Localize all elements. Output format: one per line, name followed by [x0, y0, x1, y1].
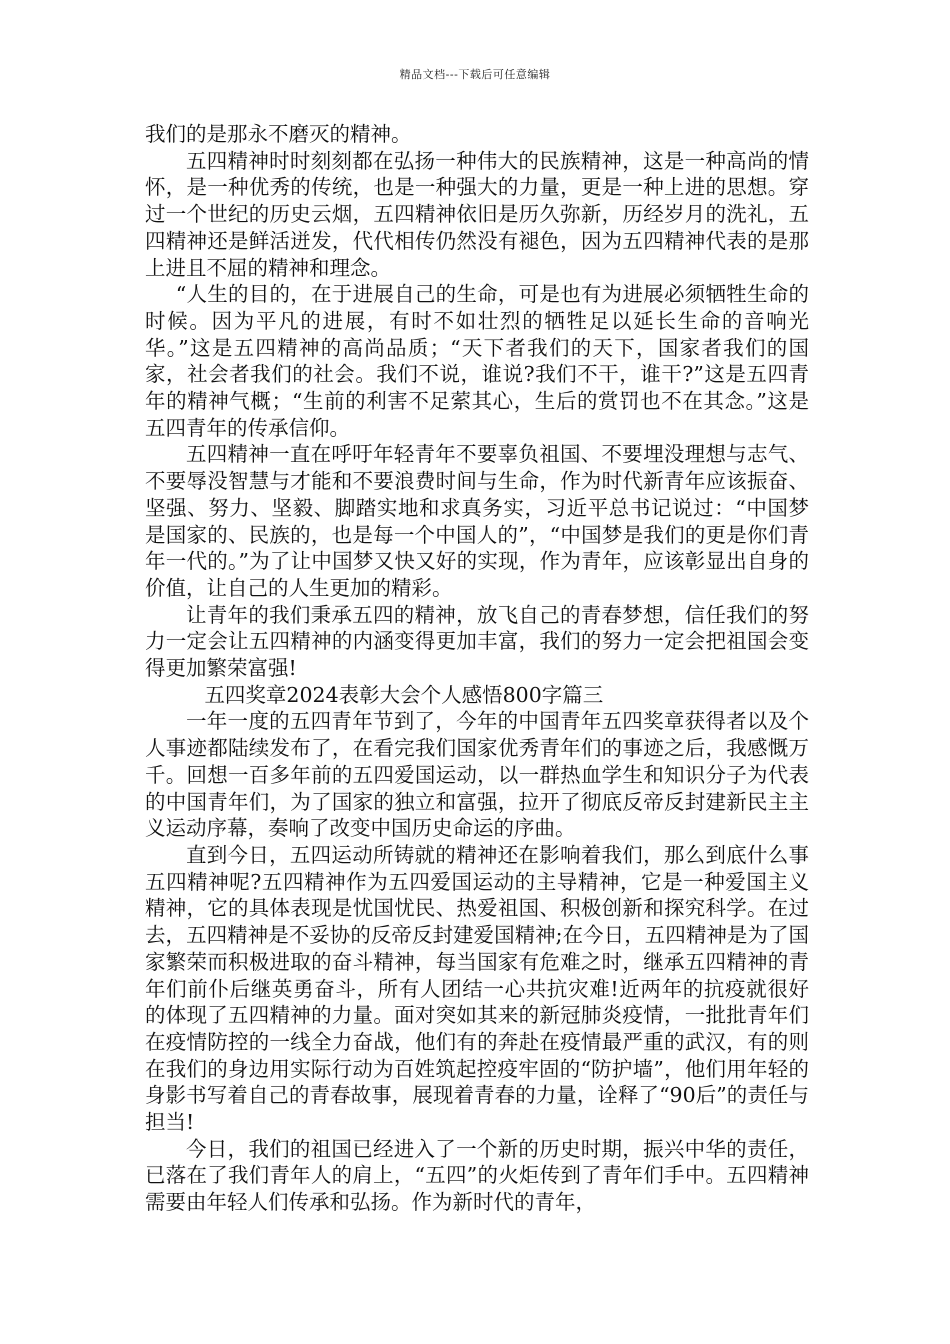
- paragraph: 让青年的我们秉承五四的精神，放飞自己的青春梦想，信任我们的努力一定会让五四精神的内涵变得更加丰富，我们的努力一定会把祖国会变得更加繁荣富强!: [145, 602, 809, 681]
- section-heading: 五四奖章2024表彰大会个人感悟800字篇三: [204, 682, 604, 707]
- paragraph: 五四精神时时刻刻都在弘扬一种伟大的民族精神，这是一种高尚的情怀，是一种优秀的传统，也是一种强大的力量，更是一种上进的思想。穿过一个世纪的历史云烟，五四精神依旧是历久弥新，历经岁月的洗礼，五四精神还是鲜活迸发，代代相传仍然没有褪色，因为五四精神代表的是那上进且不屈的精神和理念。: [145, 148, 809, 280]
- paragraph: “人生的目的，在于进展自己的生命，可是也有为进展必须牺牲生命的时候。因为平凡的进展，有时不如壮烈的牺牲足以延长生命的音响光华。”这是五四精神的高尚品质；“天下者我们的天下，国家者我们的国家，社会者我们的社会。我们不说，谁说?我们不干，谁干?”这是五四青年的精神气概；“生前的利害不足萦其心，生后的赏罚也不在其念。”这是五四青年的传承信仰。: [145, 282, 809, 440]
- page-header: 精品文档---下载后可任意编辑: [399, 68, 551, 81]
- document-body: [145, 121, 809, 1216]
- paragraph: 直到今日，五四运动所铸就的精神还在影响着我们，那么到底什么事五四精神呢?五四精神作为五四爱国运动的主导精神，它是一种爱国主义精神，它的具体表现是忧国忧民、热爱祖国、积极创新和探究科学。在过去，五四精神是不妥协的反帝反封建爱国精神;在今日，五四精神是为了国家繁荣而积极进取的奋斗精神，每当国家有危难之时，继承五四精神的青年们前仆后继英勇奋斗，所有人团结一心共抗灾难!近两年的抗疫就很好的体现了五四精神的力量。面对突如其来的新冠肺炎疫情，一批批青年们在疫情防控的一线全力奋战，他们有的奔赴在疫情最严重的武汉，有的则在我们的身边用实际行动为百姓筑起控疫牢固的“防护墙”，他们用年轻的身影书写着自己的青春故事，展现着青春的力量，诠释了“90后”的责任与担当!: [145, 842, 809, 1135]
- paragraph-continuation: 我们的是那永不磨灭的精神。: [145, 122, 412, 146]
- paragraph: 五四精神一直在呼吁年轻青年不要辜负祖国、不要埋没理想与志气、不要辱没智慧与才能和不要浪费时间与生命，作为时代新青年应该振奋、坚强、努力、坚毅、脚踏实地和求真务实，习近平总书记说过：“中国梦是国家的、民族的，也是每一个中国人的”，“中国梦是我们的更是你们青年一代的。”为了让中国梦又快又好的实现，作为青年，应该彰显出自身的价值，让自己的人生更加的精彩。: [145, 442, 809, 600]
- paragraph: 今日，我们的祖国已经进入了一个新的历史时期，振兴中华的责任，已落在了我们青年人的肩上，“五四”的火炬传到了青年们手中。五四精神需要由年轻人们传承和弘扬。作为新时代的青年，: [145, 1136, 809, 1215]
- paragraph: 一年一度的五四青年节到了，今年的中国青年五四奖章获得者以及个人事迹都陆续发布了，在看完我们国家优秀青年们的事迹之后，我感慨万千。回想一百多年前的五四爱国运动，以一群热血学生和知识分子为代表的中国青年们，为了国家的独立和富强，拉开了彻底反帝反封建新民主主义运动序幕，奏响了改变中国历史命运的序曲。: [145, 709, 809, 841]
